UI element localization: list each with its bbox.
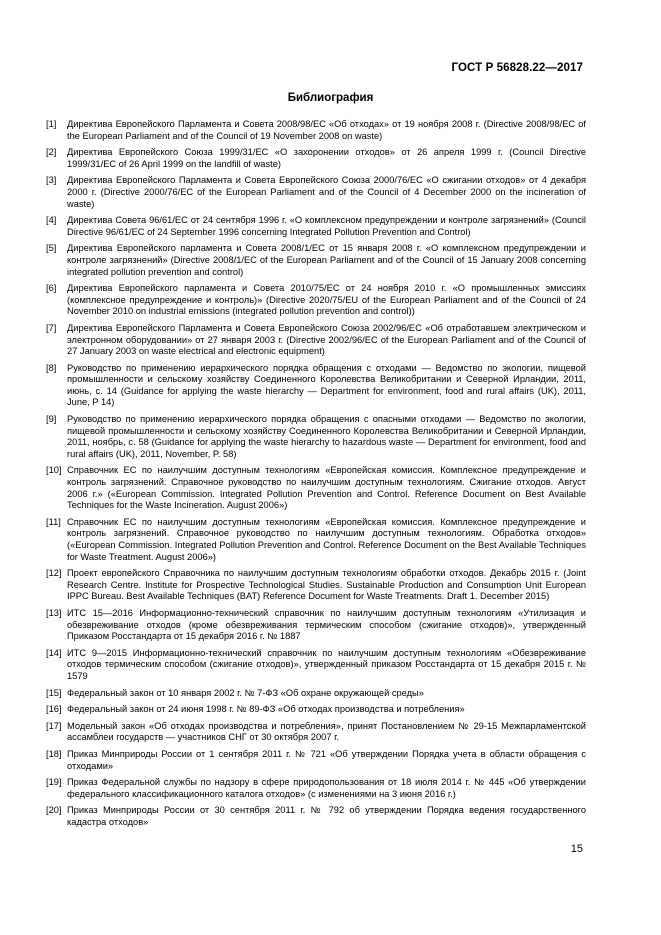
reference-text: Руководство по применению иерархического порядка обращения с опасными отходами — Ведомство по экологии, пищевой промышленности и сельскому хозяйству Соединенного Королевства Великобритании и Северной Ирландии, 2011, ноябрь, с. 58 (Guidance for applying the waste hierarchy to hazardous waste — Department for environment, food and rural affairs (UK), 2011, November, P. 58) — [67, 414, 586, 459]
reference-number: [7] — [46, 322, 57, 333]
bibliography-entry — [46, 648, 586, 683]
reference-number: [9] — [46, 414, 57, 425]
bibliography-entry — [46, 465, 586, 511]
reference-text: ИТС 15—2016 Информационно-технический справочник по наилучшим доступным технологиям «Утилизация и обезвреживание отходов (кроме обезвреживания термическим способом (сжигание отходов)», утвержденный Приказом Росстандарта от 15 декабря 2016 г. № 1887 — [67, 607, 586, 642]
reference-text: Федеральный закон от 24 июня 1998 г. № 89-ФЗ «Об отходах производства и потребления» — [67, 704, 465, 715]
reference-text: Приказ Минприроды России от 1 сентября 2011 г. № 721 «Об утверждении Порядка учета в области обращения с отходами» — [67, 748, 586, 771]
bibliography-entry — [46, 283, 586, 318]
reference-text: Руководство по применению иерархического порядка обращения с отходами — Ведомство по экологии, пищевой промышленности и сельскому хозяйству Соединенного Королевства Великобритании и Северной Ирландии, 2011, июнь, с. 14 (Guidance for applying the waste hierarchy — Department for environment, food and rural affairs (UK), 2011, June, P 14) — [67, 362, 586, 408]
reference-number: [6] — [46, 283, 57, 294]
reference-number: [3] — [46, 175, 57, 186]
reference-number: [2] — [46, 147, 57, 158]
bibliography-entry — [46, 243, 586, 278]
bibliography-entry — [46, 805, 586, 828]
reference-text: Директива Европейского Парламента и Совета 2008/98/ЕС «Об отходах» от 19 ноября 2008 г. (Directive 2008/98/EC of the European Parliament and of the Council of 19 November 2008 on waste) — [67, 119, 586, 141]
reference-text: Справочник ЕС по наилучшим доступным технологиям «Европейская комиссия. Комплексное предупреждение и контроль загрязнений. Справочное руководство по наилучшим доступным технологиям. Сжигание отходов. Август 2006 г.» («European Commission. Integrated Pollution Prevention and Control. Reference Document on Best Available Techniques for the Waste Incineration. August 2006») — [67, 465, 586, 511]
reference-text: Модельный закон «Об отходах производства и потребления», принят Постановлением № 29-15 Межпарламентской ассамблеи государств — участников СНГ от 30 октября 2007 г. — [67, 720, 586, 743]
bibliography-entry — [46, 608, 586, 643]
bibliography-list — [46, 119, 586, 833]
reference-number: [20] — [46, 805, 62, 816]
bibliography-entry — [46, 323, 586, 358]
standard-number: ГОСТ Р 56828.22—2017 — [451, 62, 583, 74]
reference-text: Приказ Минприроды России от 30 сентября 2011 г. № 792 об утверждении Порядка ведения государственного кадастра отходов» — [67, 805, 586, 827]
bibliography-entry — [46, 175, 586, 210]
reference-number: [8] — [46, 362, 57, 373]
reference-text: Федеральный закон от 10 января 2002 г. № 7-ФЗ «Об охране окружающей среды» — [67, 687, 424, 698]
reference-number: [13] — [46, 607, 62, 618]
document-header — [452, 62, 583, 74]
bibliography-entry — [46, 721, 586, 744]
section-title: Библиография — [287, 92, 374, 104]
reference-number: [18] — [46, 748, 62, 759]
reference-text: Справочник ЕС по наилучшим доступным технологиям «Европейская комиссия. Комплексное предупреждение и контроль загрязнений. Справочное руководство по наилучшим доступным технологиям. Обработка отходов» («European Commission. Integrated Pollution Prevention and Control. Reference Document on the Best Available Techniques for Waste Treatment. August 2006») — [67, 516, 586, 562]
bibliography-entry — [46, 414, 586, 460]
reference-number: [16] — [46, 704, 62, 715]
reference-text: Приказ Федеральной службы по надзору в сфере природопользования от 18 июля 2014 г. № 445 «Об утверждении федерального классификационного каталога отходов» (с изменениями на 3 июня 2016 г.) — [67, 777, 586, 799]
bibliography-entry — [46, 688, 586, 700]
reference-number: [17] — [46, 720, 62, 731]
bibliography-entry — [46, 777, 586, 800]
reference-number: [10] — [46, 465, 62, 476]
bibliography-entry — [46, 147, 586, 170]
reference-text: Директива Европейского Парламента и Совета Европейского Союза 2000/76/ЕС «О сжигании отходов» от 4 декабря 2000 г. (Directive 2000/76/EC of the European Parliament and of the Council of 4 December 2000 on the incineration of waste) — [67, 175, 586, 209]
reference-number: [19] — [46, 777, 62, 788]
bibliography-entry — [46, 119, 586, 142]
reference-text: Директива Европейского Парламента и Совета Европейского Союза 2002/96/ЕС «Об отработавшем электрическом и электронном оборудовании» от 27 января 2003 г. (Directive 2002/96/EC of the European Parliament and of the Council of 27 January 2003 on waste electrical and electronic equipment) — [67, 322, 586, 357]
reference-number: [4] — [46, 215, 57, 226]
bibliography-entry — [46, 568, 586, 603]
bibliography-entry — [46, 749, 586, 772]
reference-text: Проект европейского Справочника по наилучшим доступным технологиям обработки отходов. Декабрь 2015 г. (Joint Research Centre. Institute for Prospective Technological Studies. Sustainable Production and Consumption Unit European IPPC Bureau. Best Available Techniques (BAT) Reference Document for Waste Treatments. Draft 1. December 2015) — [67, 568, 586, 602]
bibliography-entry — [46, 363, 586, 409]
reference-number: [12] — [46, 568, 62, 579]
bibliography-entry — [46, 517, 586, 563]
reference-text: ИТС 9—2015 Информационно-технический справочник по наилучшим доступным технологиям «Обезвреживание отходов термическим способом (сжигание отходов)», утвержденный приказом Росстандарта от 15 декабря 2015 г. № 1579 — [67, 647, 586, 681]
reference-number: [14] — [46, 647, 62, 658]
reference-number: [15] — [46, 687, 62, 698]
reference-number: [1] — [46, 119, 57, 129]
reference-text: Директива Европейского Союза 1999/31/ЕС «О захоронении отходов» от 26 апреля 1999 г. (Council Directive 1999/31/EC of 26 April 1999 on the landfill of waste) — [67, 147, 586, 169]
bibliography-entry — [46, 215, 586, 238]
bibliography-entry — [46, 704, 586, 716]
reference-text: Директива Европейского парламента и Совета 2008/1/ЕС от 15 января 2008 г. «О комплексном предупреждении и контроле загрязнений» (Directive 2008/1/EC of the European Parliament and of the Council of 15 January 2008 concerning integrated pollution prevention and control) — [67, 243, 586, 277]
reference-number: [5] — [46, 243, 57, 254]
page-number: 15 — [570, 843, 583, 855]
reference-text: Директива Европейского парламента и Совета 2010/75/ЕС от 24 ноября 2010 г. «О промышленных эмиссиях (комплексное предупреждение и контроль)» (Directive 2020/75/EU of the European Parliament and of the Council of 24 November 2010 on industrial emissions (integrated pollution prevention and control)) — [67, 283, 586, 317]
reference-text: Директива Совета 96/61/ЕС от 24 сентября 1996 г. «О комплексном предупреждении и контроле загрязнений» (Council Directive 96/61/EC of 24 September 1996 concerning Integrated Pollution Prevention and Control) — [67, 215, 586, 237]
reference-number: [11] — [46, 516, 61, 527]
